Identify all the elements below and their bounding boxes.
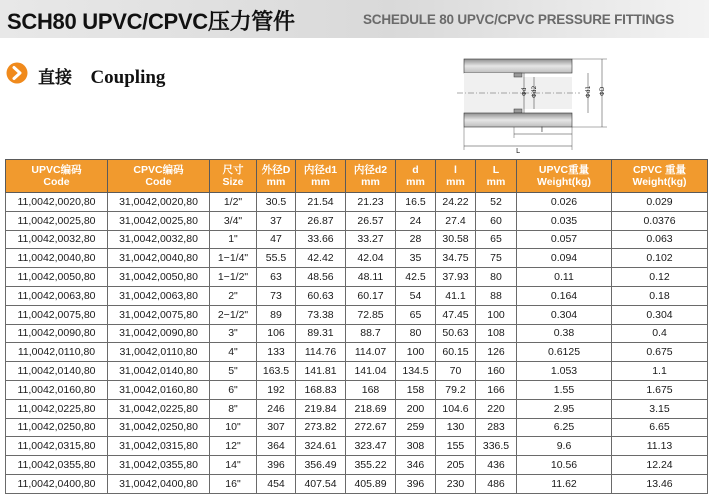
table-cell: 6.25 (517, 418, 612, 437)
table-cell: 52 (476, 193, 517, 212)
table-cell: 41.1 (436, 286, 476, 305)
table-cell: 48.56 (296, 268, 346, 287)
table-cell: 8" (210, 399, 257, 418)
table-cell: 126 (476, 343, 517, 362)
table-cell: 37.93 (436, 268, 476, 287)
table-cell: 0.057 (517, 230, 612, 249)
table-cell: 11.62 (517, 474, 612, 493)
table-cell: 88.7 (346, 324, 396, 343)
table-cell: 31,0042,0020,80 (108, 193, 210, 212)
table-cell: 405.89 (346, 474, 396, 493)
bottom-wall-shape (464, 113, 572, 127)
coupling-diagram (452, 50, 632, 156)
table-cell: 28 (396, 230, 436, 249)
table-cell: 72.85 (346, 305, 396, 324)
col-header: d mm (396, 160, 436, 193)
table-cell: 11,0042,0020,80 (6, 193, 108, 212)
table-cell: 24 (396, 211, 436, 230)
table-cell: 11,0042,0050,80 (6, 268, 108, 287)
table-cell: 5" (210, 362, 257, 381)
col-header: UPVC重量 Weight(kg) (517, 160, 612, 193)
table-cell: 31,0042,0050,80 (108, 268, 210, 287)
table-cell: 65 (476, 230, 517, 249)
table-cell: 1" (210, 230, 257, 249)
table-cell: 108 (476, 324, 517, 343)
table-cell: 10" (210, 418, 257, 437)
table-cell: 133 (257, 343, 296, 362)
table-cell: 16.5 (396, 193, 436, 212)
table-cell: 454 (257, 474, 296, 493)
table-cell: 0.029 (612, 193, 708, 212)
table-cell: 114.76 (296, 343, 346, 362)
table-cell: 166 (476, 380, 517, 399)
table-cell: 31,0042,0025,80 (108, 211, 210, 230)
table-cell: 16" (210, 474, 257, 493)
table-cell: 273.82 (296, 418, 346, 437)
table-cell: 63 (257, 268, 296, 287)
table-cell: 11,0042,0160,80 (6, 380, 108, 399)
title-bar (0, 0, 709, 38)
table-cell: 75 (476, 249, 517, 268)
col-header: CPVC编码 Code (108, 160, 210, 193)
table-cell: 11,0042,0032,80 (6, 230, 108, 249)
table-cell: 11,0042,0063,80 (6, 286, 108, 305)
table-cell: 21.23 (346, 193, 396, 212)
table-cell: 11.13 (612, 437, 708, 456)
table-cell: 141.81 (296, 362, 346, 381)
table-cell: 104.6 (436, 399, 476, 418)
table-cell: 70 (436, 362, 476, 381)
table-cell: 80 (476, 268, 517, 287)
table-row (6, 249, 708, 268)
table-cell: 10.56 (517, 456, 612, 475)
stop-bottom-shape (514, 109, 522, 113)
table-cell: 218.69 (346, 399, 396, 418)
section-name-cn: 直接 (38, 68, 72, 88)
table-cell: 324.61 (296, 437, 346, 456)
table-row (6, 268, 708, 287)
table-row (6, 305, 708, 324)
table-cell: 47 (257, 230, 296, 249)
table-cell: 0.6125 (517, 343, 612, 362)
table-cell: 346 (396, 456, 436, 475)
table-cell: 272.67 (346, 418, 396, 437)
table-cell: 60 (476, 211, 517, 230)
table-cell: 30.58 (436, 230, 476, 249)
table-cell: 336.5 (476, 437, 517, 456)
table-row (6, 380, 708, 399)
table-cell: 31,0042,0110,80 (108, 343, 210, 362)
table-cell: 407.54 (296, 474, 346, 493)
table-cell: 11,0042,0400,80 (6, 474, 108, 493)
table-cell: 3" (210, 324, 257, 343)
section-heading (38, 63, 165, 89)
table-cell: 1/2" (210, 193, 257, 212)
table-cell: 259 (396, 418, 436, 437)
table-cell: 11,0042,0315,80 (6, 437, 108, 456)
table-cell: 24.22 (436, 193, 476, 212)
table-cell: 4" (210, 343, 257, 362)
table-cell: 12.24 (612, 456, 708, 475)
table-cell: 42.5 (396, 268, 436, 287)
table-row (6, 230, 708, 249)
table-cell: 158 (396, 380, 436, 399)
table-cell: 31,0042,0140,80 (108, 362, 210, 381)
table-row (6, 418, 708, 437)
table-cell: 106 (257, 324, 296, 343)
label-d: Φd (521, 87, 528, 96)
table-header-row (6, 160, 708, 193)
table-cell: 31,0042,0032,80 (108, 230, 210, 249)
table-row (6, 211, 708, 230)
page-subtitle: SCHEDULE 80 UPVC/CPVC PRESSURE FITTINGS (363, 12, 675, 27)
table-cell: 355.22 (346, 456, 396, 475)
table-cell: 2" (210, 286, 257, 305)
table-cell: 141.04 (346, 362, 396, 381)
table-cell: 1.55 (517, 380, 612, 399)
table-cell: 89 (257, 305, 296, 324)
table-cell: 1−1/2" (210, 268, 257, 287)
table-cell: 486 (476, 474, 517, 493)
table-cell: 11,0042,0250,80 (6, 418, 108, 437)
table-cell: 100 (476, 305, 517, 324)
table-cell: 356.49 (296, 456, 346, 475)
table-cell: 396 (257, 456, 296, 475)
table-cell: 13.46 (612, 474, 708, 493)
table-cell: 323.47 (346, 437, 396, 456)
table-cell: 230 (436, 474, 476, 493)
table-cell: 48.11 (346, 268, 396, 287)
table-cell: 31,0042,0315,80 (108, 437, 210, 456)
col-header: 外径D mm (257, 160, 296, 193)
table-cell: 31,0042,0063,80 (108, 286, 210, 305)
table-cell: 79.2 (436, 380, 476, 399)
table-row (6, 343, 708, 362)
table-cell: 168.83 (296, 380, 346, 399)
table-cell: 2.95 (517, 399, 612, 418)
spec-table (5, 159, 708, 494)
table-cell: 73 (257, 286, 296, 305)
table-cell: 34.75 (436, 249, 476, 268)
table-cell: 26.57 (346, 211, 396, 230)
table-cell: 14" (210, 456, 257, 475)
table-row (6, 193, 708, 212)
table-cell: 0.026 (517, 193, 612, 212)
col-header: 内径d1 mm (296, 160, 346, 193)
table-cell: 246 (257, 399, 296, 418)
top-wall-shape (464, 59, 572, 73)
section-name-en: Coupling (90, 67, 166, 88)
table-cell: 33.66 (296, 230, 346, 249)
table-cell: 130 (436, 418, 476, 437)
table-cell: 11,0042,0110,80 (6, 343, 108, 362)
table-row (6, 437, 708, 456)
table-cell: 283 (476, 418, 517, 437)
arrow-right-circle-icon (6, 62, 28, 84)
label-d1: Φd1 (585, 85, 592, 98)
table-cell: 1.675 (612, 380, 708, 399)
table-cell: 0.4 (612, 324, 708, 343)
table-cell: 12" (210, 437, 257, 456)
table-cell: 220 (476, 399, 517, 418)
table-cell: 65 (396, 305, 436, 324)
table-cell: 0.035 (517, 211, 612, 230)
table-cell: 31,0042,0090,80 (108, 324, 210, 343)
table-cell: 27.4 (436, 211, 476, 230)
table-cell: 163.5 (257, 362, 296, 381)
table-cell: 0.12 (612, 268, 708, 287)
table-cell: 100 (396, 343, 436, 362)
table-cell: 47.45 (436, 305, 476, 324)
table-cell: 1−1/4" (210, 249, 257, 268)
table-cell: 31,0042,0400,80 (108, 474, 210, 493)
table-cell: 205 (436, 456, 476, 475)
table-row (6, 324, 708, 343)
table-cell: 31,0042,0040,80 (108, 249, 210, 268)
table-cell: 33.27 (346, 230, 396, 249)
stop-top-shape (514, 73, 522, 77)
table-cell: 42.42 (296, 249, 346, 268)
table-cell: 30.5 (257, 193, 296, 212)
table-cell: 0.0376 (612, 211, 708, 230)
table-cell: 436 (476, 456, 517, 475)
table-cell: 114.07 (346, 343, 396, 362)
table-cell: 80 (396, 324, 436, 343)
table-cell: 192 (257, 380, 296, 399)
table-cell: 11,0042,0355,80 (6, 456, 108, 475)
table-row (6, 456, 708, 475)
table-cell: 60.63 (296, 286, 346, 305)
table-cell: 31,0042,0075,80 (108, 305, 210, 324)
table-cell: 26.87 (296, 211, 346, 230)
table-cell: 11,0042,0090,80 (6, 324, 108, 343)
table-cell: 0.063 (612, 230, 708, 249)
table-cell: 60.17 (346, 286, 396, 305)
table-cell: 168 (346, 380, 396, 399)
label-D: ΦD (599, 86, 606, 96)
label-d2: Φd2 (531, 85, 538, 98)
table-cell: 308 (396, 437, 436, 456)
table-cell: 88 (476, 286, 517, 305)
table-cell: 396 (396, 474, 436, 493)
table-cell: 89.31 (296, 324, 346, 343)
table-row (6, 474, 708, 493)
col-header: CPVC 重量 Weight(kg) (612, 160, 708, 193)
table-cell: 31,0042,0355,80 (108, 456, 210, 475)
table-cell: 11,0042,0225,80 (6, 399, 108, 418)
table-cell: 11,0042,0040,80 (6, 249, 108, 268)
col-header: 尺寸 Size (210, 160, 257, 193)
col-header: 内径d2 mm (346, 160, 396, 193)
table-cell: 6.65 (612, 418, 708, 437)
table-cell: 35 (396, 249, 436, 268)
table-cell: 3/4" (210, 211, 257, 230)
table-cell: 0.38 (517, 324, 612, 343)
label-l: l (541, 126, 543, 134)
page-title: SCH80 UPVC/CPVC压力管件 (7, 9, 295, 34)
table-cell: 0.164 (517, 286, 612, 305)
table-cell: 11,0042,0075,80 (6, 305, 108, 324)
table-row (6, 362, 708, 381)
table-cell: 60.15 (436, 343, 476, 362)
table-cell: 73.38 (296, 305, 346, 324)
table-cell: 31,0042,0250,80 (108, 418, 210, 437)
table-cell: 42.04 (346, 249, 396, 268)
table-cell: 37 (257, 211, 296, 230)
table-cell: 3.15 (612, 399, 708, 418)
table-cell: 31,0042,0225,80 (108, 399, 210, 418)
table-cell: 0.675 (612, 343, 708, 362)
table-cell: 0.304 (612, 305, 708, 324)
table-cell: 0.18 (612, 286, 708, 305)
table-cell: 1.053 (517, 362, 612, 381)
col-header: UPVC编码 Code (6, 160, 108, 193)
table-cell: 1.1 (612, 362, 708, 381)
table-cell: 0.094 (517, 249, 612, 268)
table-cell: 0.102 (612, 249, 708, 268)
table-cell: 55.5 (257, 249, 296, 268)
table-cell: 2−1/2" (210, 305, 257, 324)
table-cell: 200 (396, 399, 436, 418)
table-cell: 50.63 (436, 324, 476, 343)
table-cell: 6" (210, 380, 257, 399)
table-cell: 160 (476, 362, 517, 381)
table-body (6, 193, 708, 494)
table-cell: 11,0042,0025,80 (6, 211, 108, 230)
label-L: L (516, 147, 520, 155)
table-cell: 9.6 (517, 437, 612, 456)
table-cell: 364 (257, 437, 296, 456)
table-cell: 155 (436, 437, 476, 456)
table-cell: 307 (257, 418, 296, 437)
table-cell: 0.304 (517, 305, 612, 324)
table-cell: 54 (396, 286, 436, 305)
table-cell: 21.54 (296, 193, 346, 212)
table-cell: 219.84 (296, 399, 346, 418)
table-cell: 31,0042,0160,80 (108, 380, 210, 399)
col-header: l mm (436, 160, 476, 193)
table-cell: 0.11 (517, 268, 612, 287)
table-cell: 11,0042,0140,80 (6, 362, 108, 381)
table-row (6, 286, 708, 305)
col-header: L mm (476, 160, 517, 193)
table-cell: 134.5 (396, 362, 436, 381)
table-row (6, 399, 708, 418)
